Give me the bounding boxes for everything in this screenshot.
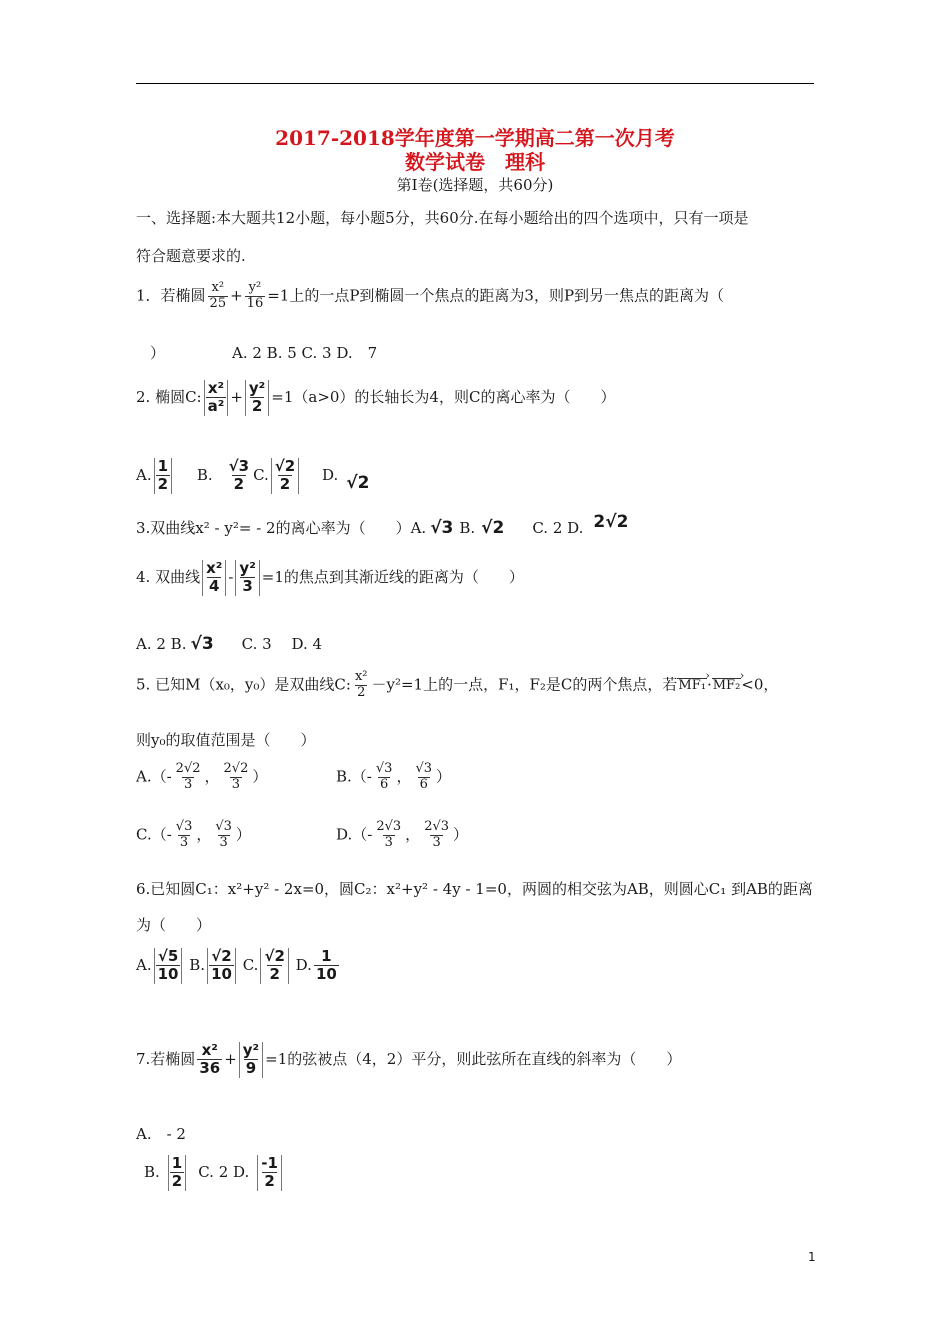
instructions-line2: 符合题意要求的. [136,247,246,265]
q2-option-b: $\frac{√3}{2}$ [228,457,250,494]
q2-fraction-y: $\frac{\text{y²}}{2}$ [245,380,269,416]
q6-option-a: $\frac{√5}{10}$ [154,948,183,984]
question-7: 7.若椭圆 $\frac{\text{x²}}{36}$ + $\frac{\text{y²}}{9}$ =1的弦被点（4，2）平分，则此弦所在直线的斜率为（ ） [136,1041,682,1078]
q5-option-d: D.（- $\frac{2√3}{3}$ ， $\frac{2√3}{3}$ ） [336,819,469,850]
q7-option-d: $\frac{-1}{2}$ [257,1155,282,1191]
q6-option-b: $\frac{√2}{10}$ [207,948,236,984]
q7-options-bcd: B. $\frac{1}{2}$ C. 2 D. $\frac{-1}{2}$ [144,1155,284,1191]
q3-option-d: 2√2 [593,512,629,532]
q7-option-a: A. - 2 [136,1125,186,1143]
q4-fraction-x: $\frac{\text{x²}}{4}$ [202,560,226,596]
question-3: 3.双曲线x² - y²= - 2的离心率为（ ）A. √3 B. √2 C. 2 D. 2√2 [136,512,629,538]
q5-line2: 则y₀的取值范围是（ ） [136,731,316,749]
q4-options: A. 2 B. √3 C. 3 D. 4 [136,634,323,654]
q1-prefix: 1．若椭圆 [136,286,206,305]
q1-fraction-x: $\frac{\text{x²}}{25}$ [209,280,227,311]
q1-text: =1上的一点P到椭圆一个焦点的距离为3，则P到另一焦点的距离为（ [267,286,725,305]
q5-fraction: $\frac{\text{x²}}{2}$ [354,669,368,700]
exam-subtitle: 数学试卷 理科 [405,150,545,174]
q6-option-c: $\frac{√2}{2}$ [260,948,288,984]
q2-options: A. $\frac{1}{2}$ B. $\frac{√3}{2}$ C. $\frac{√2}{2}$ D. √2 [136,457,370,494]
q5-option-b: B.（- $\frac{√3}{6}$ ， $\frac{√3}{6}$ ） [336,761,452,792]
q2-option-c: $\frac{√2}{2}$ [271,458,299,494]
q3-option-a: √3 [430,518,454,538]
q2-option-d: √2 [346,472,370,493]
q4-fraction-y: $\frac{\text{y²}}{3}$ [235,560,259,596]
q6-options: A. $\frac{√5}{10}$ B. $\frac{√2}{10}$ C. $\frac{√2}{2}$ D. $\frac{1}{10}$ [136,947,337,984]
section-heading: 第Ⅰ卷(选择题，共60分) [396,176,554,194]
q6-line2: 为（ ） [136,916,212,934]
q3-option-b: √2 [481,518,505,538]
page-number: 1 [808,1250,816,1264]
question-5: 5. 已知M（x₀，y₀）是双曲线C: $\frac{\text{x²}}{2}$ －y²=1上的一点，F₁，F₂是C的两个焦点，若MF₁ ›·MF₂ ›<0， [136,670,778,701]
q5-option-a: A.（- $\frac{2√2}{3}$ ， $\frac{2√2}{3}$ ） [136,761,268,792]
q7-text: =1的弦被点（4，2）平分，则此弦所在直线的斜率为（ ） [265,1049,682,1068]
q2-option-a: $\frac{1}{2}$ [154,458,172,494]
q4-text: =1的焦点到其渐近线的距离为（ ） [261,567,524,586]
q2-fraction-x: $\frac{\text{x²}}{\text{a²}}$ [204,380,229,416]
question-2: 2. 椭圆C: $\frac{\text{x²}}{\text{a²}}$ + $\frac{\text{y²}}{2}$ =1（a>0）的长轴长为4，则C的离心率为（ ） [136,379,616,416]
q1-paren-close: ） [150,344,166,362]
question-4: 4. 双曲线 $\frac{\text{x²}}{4}$ - $\frac{\text{y²}}{3}$ =1的焦点到其渐近线的距离为（ ） [136,559,524,596]
q5-vector-mf2: MF₂ › [712,678,742,692]
q1-fraction-y: $\frac{\text{y²}}{16}$ [246,280,264,311]
q5-option-c: C.（- $\frac{√3}{3}$ ， $\frac{√3}{3}$ ） [136,819,251,850]
instructions-line1: 一、选择题:本大题共12小题，每小题5分，共60分.在每小题给出的四个选项中，只有一项是 [136,209,749,227]
q6-option-d: $\frac{1}{10}$ [315,947,337,984]
question-6: 6.已知圆C₁：x²+y² - 2x=0，圆C₂：x²+y² - 4y - 1=0，两圆的相交弦为AB，则圆心C₁ 到AB的距离 [136,880,813,898]
q7-option-b: $\frac{1}{2}$ [168,1155,186,1191]
q4-option-b: √3 [190,634,214,654]
q5-vector-mf1: MF₁ › [677,678,707,692]
q7-fraction-y: $\frac{\text{y²}}{9}$ [239,1042,263,1078]
q1-options: A. 2 B. 5 C. 3 D. 7 [232,344,378,362]
q2-text: =1（a>0）的长轴长为4，则C的离心率为（ ） [271,387,616,406]
top-rule [136,83,814,84]
exam-title: 2017-2018学年度第一学期高二第一次月考 [275,126,675,150]
question-1: 1．若椭圆 $\frac{\text{x²}}{25}$ + $\frac{\text{y²}}{16}$ =1上的一点P到椭圆一个焦点的距离为3，则P到另一焦点的距离为（ [136,280,725,311]
q7-fraction-x: $\frac{\text{x²}}{36}$ [199,1041,221,1078]
